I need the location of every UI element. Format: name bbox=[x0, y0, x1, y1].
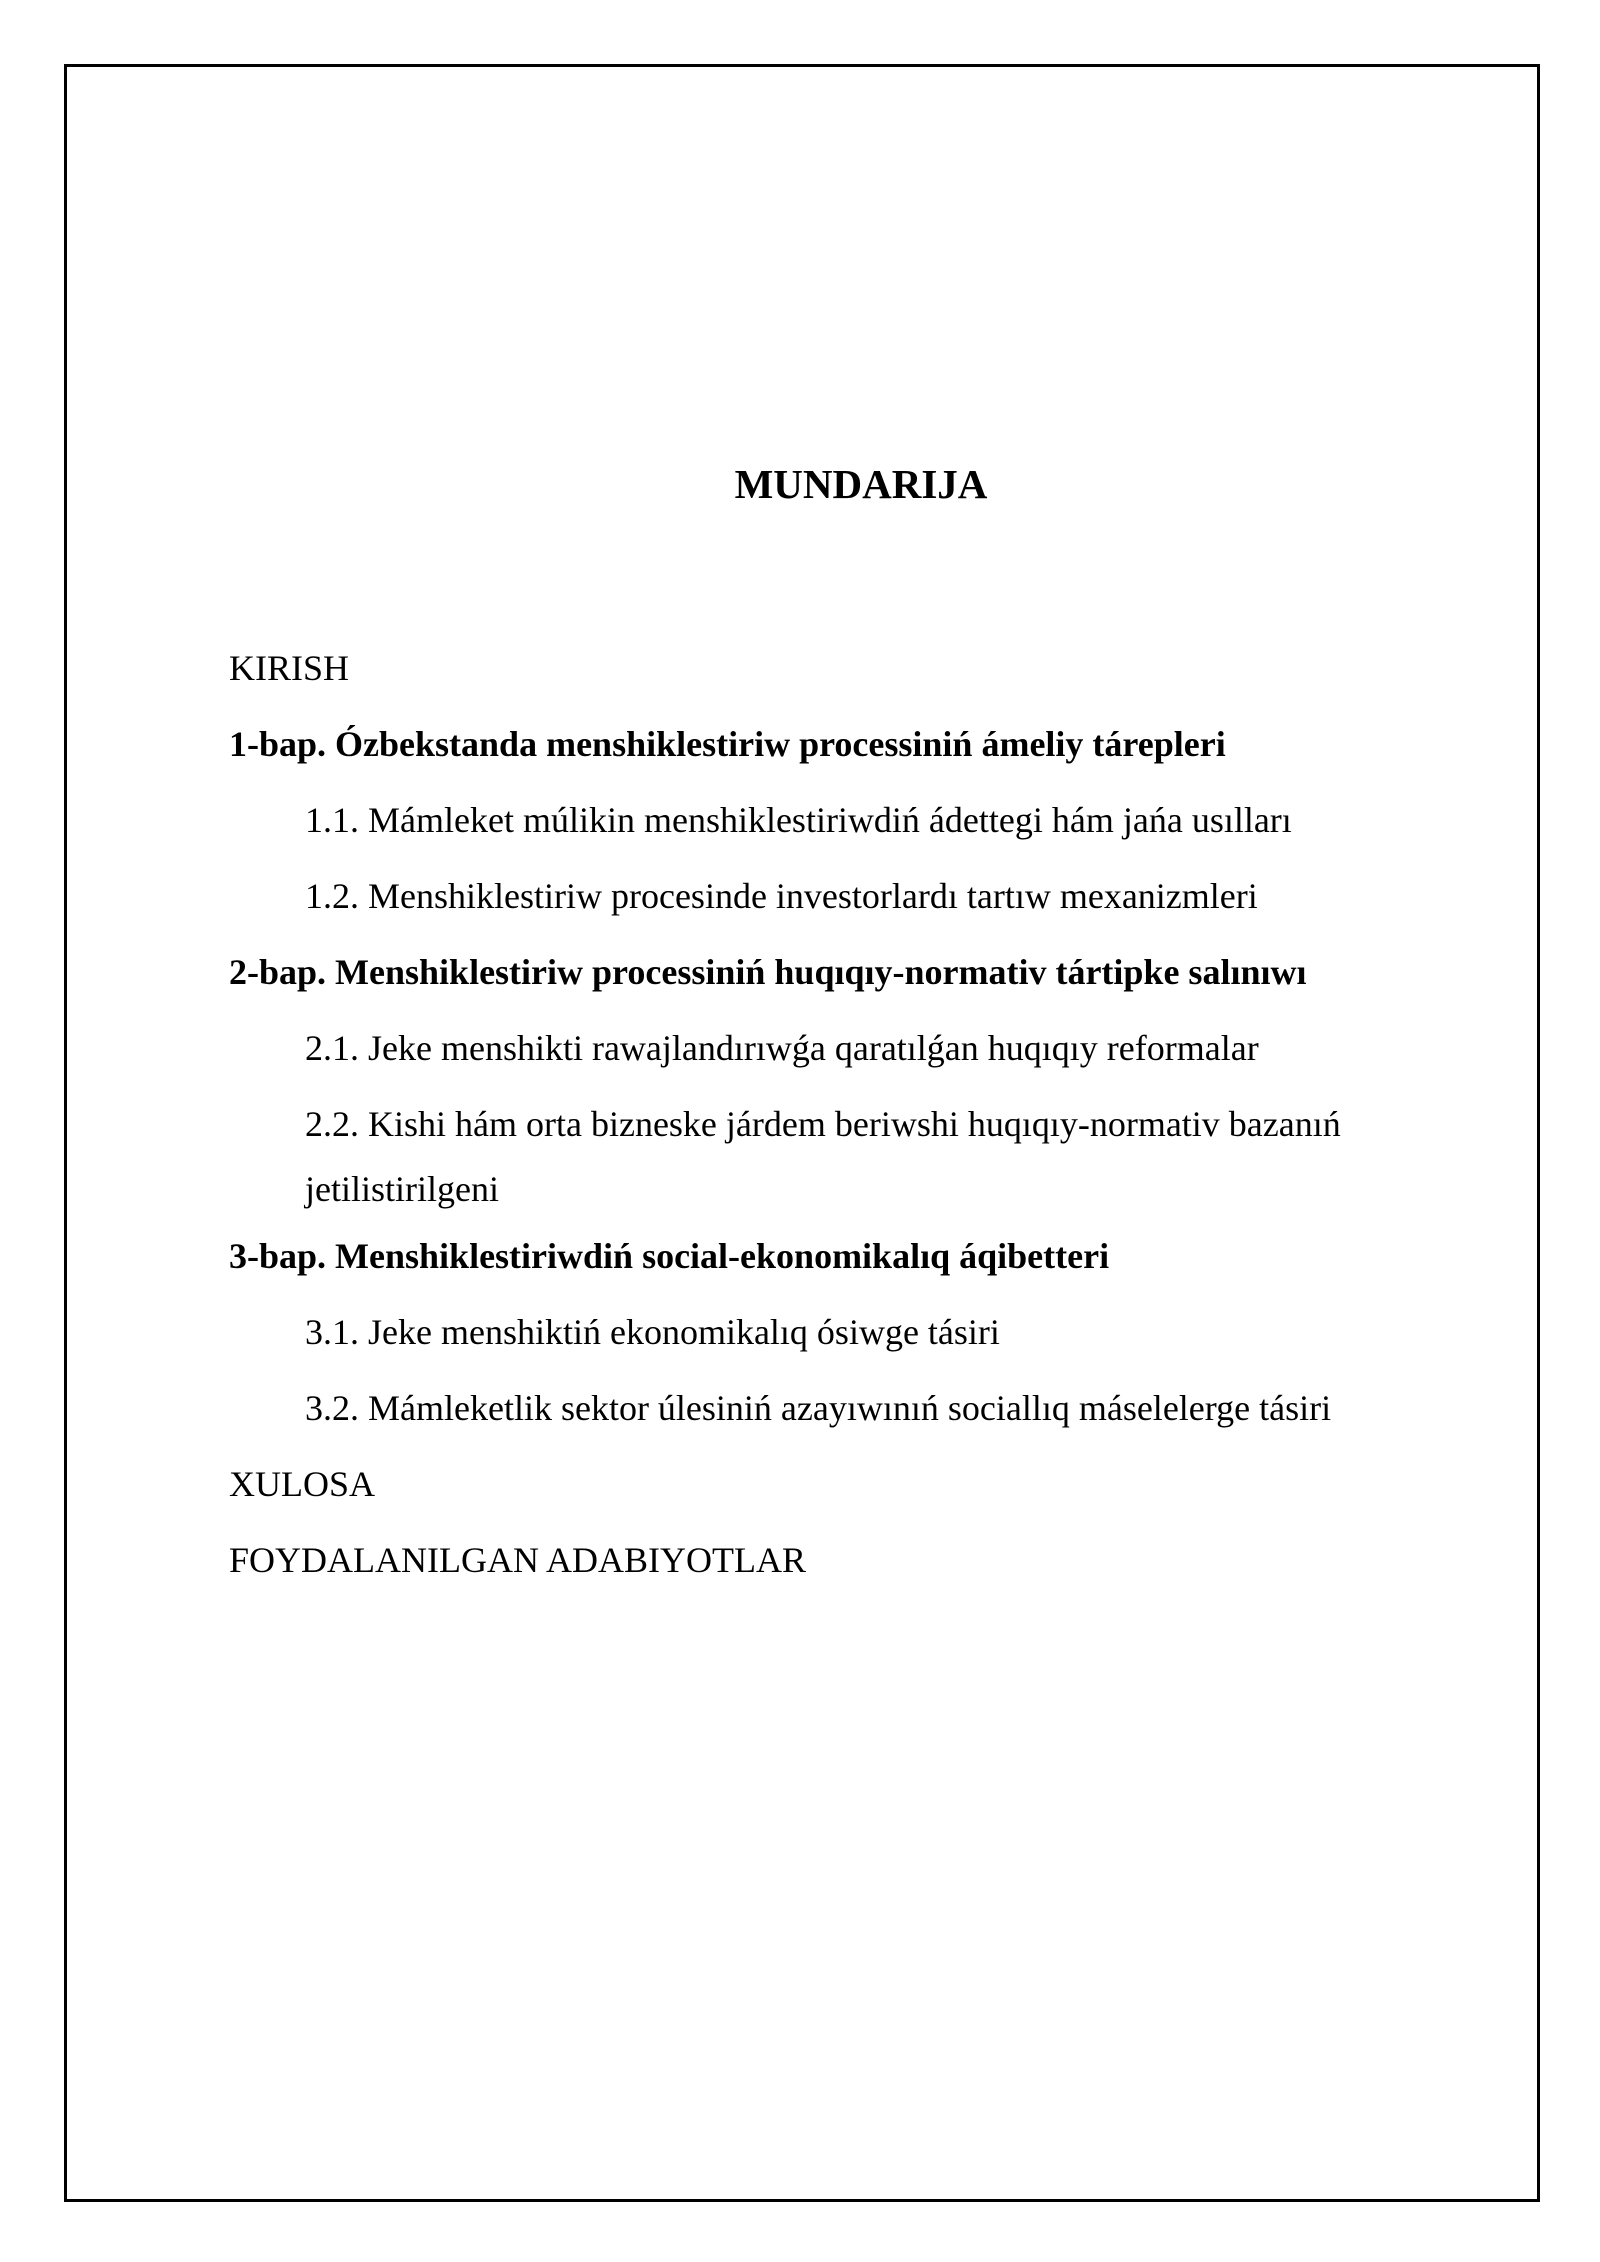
toc-references: FOYDALANILGAN ADABIYOTLAR bbox=[229, 1540, 806, 1580]
toc-section-3-1: 3.1. Jeke menshiktiń ekonomikalıq ósiwge tásiri bbox=[305, 1312, 1000, 1352]
toc-section-1-1: 1.1. Mámleket múlikin menshiklestiriwdiń ádettegi hám jańa usılları bbox=[305, 800, 1292, 840]
toc-chapter-3: 3-bap. Menshiklestiriwdiń social-ekonomikalıq áqibetteri bbox=[229, 1236, 1110, 1276]
toc-conclusion: XULOSA bbox=[229, 1464, 376, 1504]
toc-section-2-2: 2.2. Kishi hám orta bizneske járdem beriwshi huqıqıy-normativ bazanıń jetilistirilgeni bbox=[305, 1104, 1341, 1209]
toc-section-1-2: 1.2. Menshiklestiriw procesinde investorlardı tartıw mexanizmleri bbox=[305, 876, 1258, 916]
toc-section-3-2: 3.2. Mámleketlik sektor úlesiniń azayıwınıń sociallıq máselelerge tásiri bbox=[305, 1388, 1332, 1428]
table-of-contents bbox=[229, 642, 1429, 1610]
toc-chapter-1: 1-bap. Ózbekstanda menshiklestiriw processiniń ámeliy tárepleri bbox=[229, 724, 1226, 764]
toc-chapter-2: 2-bap. Menshiklestiriw processiniń huqıqıy-normativ tártipke salınıwı bbox=[229, 952, 1307, 992]
toc-intro: KIRISH bbox=[229, 648, 350, 688]
toc-section-2-1: 2.1. Jeke menshikti rawajlandırıwǵa qaratılǵan huqıqıy reformalar bbox=[305, 1028, 1259, 1068]
page-title: MUNDARIJA bbox=[734, 461, 988, 507]
